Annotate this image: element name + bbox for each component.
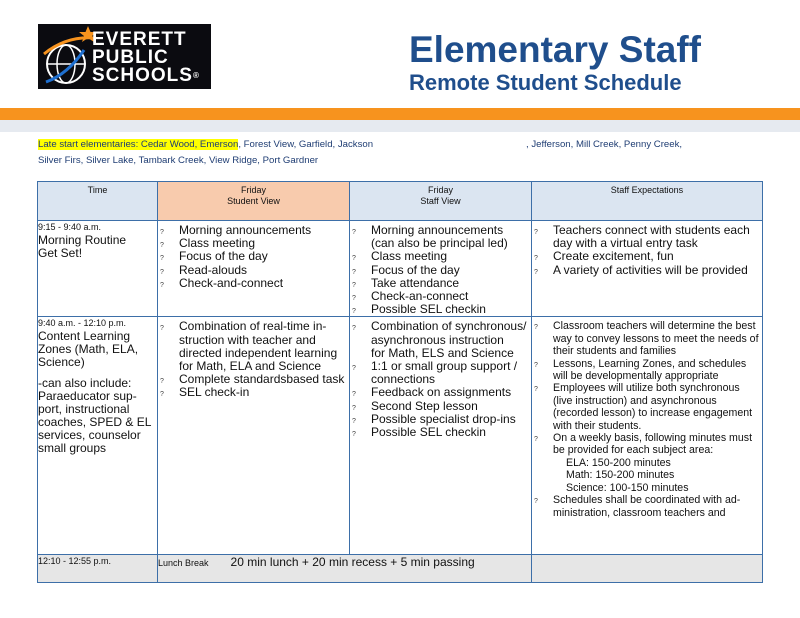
header-staff-view: Friday Staff View	[350, 182, 532, 221]
row-time-cell	[38, 555, 158, 583]
header-divider-light	[0, 120, 800, 132]
list-item: ? Second Step lesson	[350, 400, 529, 413]
globe-star-icon	[38, 24, 98, 89]
table-row-lunch	[38, 555, 763, 583]
table-header-row	[38, 182, 763, 221]
student-view-cell	[158, 317, 350, 555]
list-item: ? Create excitement, fun	[532, 250, 760, 263]
list-item: ? Focus of the day	[350, 264, 529, 277]
page-subtitle: Remote Student Schedule	[409, 70, 682, 95]
list-item: ? Employees will utilize both synchronous (live instruction) and asynchronous (recorded lesson) to increase engagement with their students.	[532, 382, 760, 432]
expectations-cell	[532, 317, 763, 555]
list-item: Math: 150-200 minutes	[566, 469, 675, 482]
list-item: ? Class meeting	[350, 250, 529, 263]
table-row	[38, 221, 763, 317]
list-item: ? Lessons, Learning Zones, and schedules will be developmentally appropriate	[532, 358, 760, 383]
list-item: ? Complete standardsbased task	[158, 373, 347, 386]
list-item: ? Teachers connect with students each day with a virtual entry task	[532, 224, 760, 250]
late-start-rest: , Forest View, Garfield, Jackson	[238, 139, 374, 150]
logo-line-2: PUBLIC	[92, 47, 169, 68]
list-item: ? Morning announcements	[350, 224, 529, 237]
staff-view-cell	[350, 221, 532, 317]
lunch-text: 20 min lunch + 20 min recess + 5 min passing	[230, 555, 475, 570]
list-item: Science: 100-150 minutes	[566, 481, 689, 494]
row-time-cell	[38, 317, 158, 555]
late-start-right: , Jefferson, Mill Creek, Penny Creek,	[526, 139, 683, 150]
row-label: -can also include: Paraeducator sup-port, instructional coaches, SPED & EL services, counselor small groups	[38, 376, 151, 456]
list-item: ? Feedback on assignments	[350, 386, 529, 399]
list-item: ? Class meeting	[158, 237, 347, 250]
list-item: ? Check-an-connect	[350, 290, 529, 303]
header-expectations: Staff Expectations	[532, 182, 763, 221]
row-label: Content Learning Zones (Math, ELA, Science)	[38, 329, 139, 370]
list-item: ? Possible SEL checkin	[350, 303, 529, 316]
late-start-line2: Silver Firs, Silver Lake, Tambark Creek, View Ridge, Port Gardner	[38, 155, 319, 166]
student-view-cell	[158, 221, 350, 317]
list-item: ? Focus of the day	[158, 250, 347, 263]
table-row	[38, 317, 763, 555]
schedule-table	[37, 181, 763, 583]
logo-line-1: EVERETT	[92, 29, 187, 50]
row-time: 9:15 - 9:40 a.m.	[38, 222, 102, 232]
lunch-label: Lunch Break	[158, 558, 209, 569]
list-item: ? Check-and-connect	[158, 277, 347, 290]
row-time-cell	[38, 221, 158, 317]
list-item: ? On a weekly basis, following minutes must be provided for each subject area:	[532, 432, 760, 457]
list-item: ? Morning announcements	[158, 224, 347, 237]
list-item: ? SEL check-in	[158, 386, 347, 399]
list-item: ? Possible specialist drop-ins	[350, 413, 529, 426]
list-item: ? A variety of activities will be provided	[532, 264, 760, 277]
expectations-cell	[532, 221, 763, 317]
list-item: for Math, ELS and Science	[371, 345, 514, 360]
row-label: Morning Routine	[38, 233, 127, 247]
list-item: ? Read-alouds	[158, 264, 347, 277]
list-item: ? 1:1 or small group support / connections	[350, 360, 529, 386]
header-divider-orange	[0, 108, 800, 120]
list-item: ? Possible SEL checkin	[350, 426, 529, 439]
row-time: 12:10 - 12:55 p.m.	[38, 556, 112, 567]
list-item: ? Classroom teachers will determine the best way to convey lessons to meet the needs of their students and families	[532, 320, 760, 357]
expectations-cell	[532, 555, 763, 583]
everett-public-schools-logo	[38, 24, 211, 89]
list-item: ? Schedules shall be coordinated with ad-ministration, classroom teachers and	[532, 494, 760, 519]
row-time: 9:40 a.m. - 12:10 p.m.	[38, 318, 127, 329]
page-title: Elementary Staff	[409, 29, 701, 70]
logo-line-3: SCHOOLS®	[92, 65, 200, 86]
header-student-view: Friday Student View	[158, 182, 350, 221]
list-item: ? Combination of synchronous/ asynchronous instruction	[350, 320, 529, 346]
lunch-cell	[158, 555, 532, 583]
staff-view-cell	[350, 317, 532, 555]
list-item: ? Combination of real-time in-struction with teacher and directed independent learning for Math, ELA and Science	[158, 320, 347, 373]
late-start-label: Late start elementaries: Cedar Wood, Emerson	[38, 139, 239, 150]
list-item: ? Take attendance	[350, 277, 529, 290]
header-time: Time	[38, 182, 158, 221]
row-label: Get Set!	[38, 246, 83, 260]
list-item: ELA: 150-200 minutes	[566, 456, 671, 469]
list-item: (can also be principal led)	[371, 236, 508, 251]
late-start-note	[38, 137, 798, 169]
